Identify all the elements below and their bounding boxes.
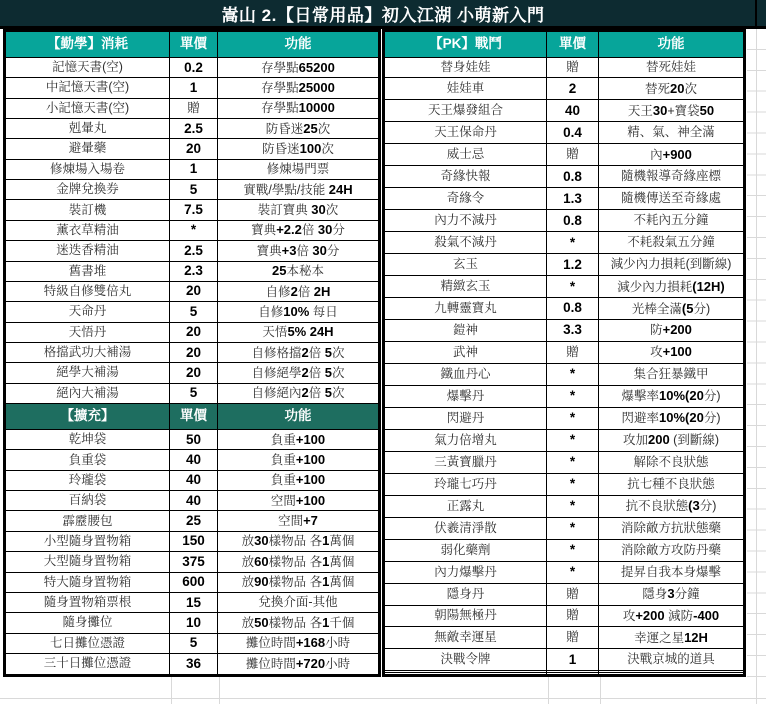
function-cell: 實戰/學點/技能 24H: [218, 180, 380, 200]
section-title: 【PK】戰鬥: [384, 31, 547, 58]
price-cell: [547, 672, 599, 675]
function-cell: 隨機傳送至奇緣處: [599, 188, 745, 210]
table-row: [384, 407, 745, 429]
price-cell: *: [547, 385, 599, 407]
function-cell: 自修10% 每日: [218, 302, 380, 322]
price-cell: *: [547, 561, 599, 583]
price-cell: 7.5: [170, 200, 218, 220]
table-row: [5, 98, 380, 118]
item-name-cell: 三十日攤位憑證: [5, 654, 170, 676]
table-row: [384, 605, 745, 627]
function-cell: 寶典+3倍 30分: [218, 241, 380, 261]
table-row: [5, 430, 380, 450]
table-row: [384, 122, 745, 144]
item-name-cell: 中記憶天書(空): [5, 78, 170, 98]
table-row: [384, 276, 745, 298]
function-header: 功能: [218, 404, 380, 430]
item-name-cell: 武神: [384, 342, 547, 364]
item-name-cell: 隱身丹: [384, 583, 547, 605]
item-name-cell: 百納袋: [5, 491, 170, 511]
function-cell: 閃避率10%(20分): [599, 407, 745, 429]
function-cell: 消除敵方抗狀態藥: [599, 517, 745, 539]
function-cell: 防昏迷100次: [218, 139, 380, 159]
price-cell: 2.3: [170, 261, 218, 281]
price-cell: 贈: [547, 58, 599, 78]
item-name-cell: 霹靂腰包: [5, 511, 170, 531]
function-cell: 空間+100: [218, 491, 380, 511]
price-cell: 2.5: [170, 119, 218, 139]
table-row: [5, 281, 380, 301]
price-cell: 20: [170, 322, 218, 342]
table-row: [384, 473, 745, 495]
function-cell: 集合狂暴鐵甲: [599, 363, 745, 385]
function-cell: 消除敵方攻防丹藥: [599, 539, 745, 561]
price-cell: *: [547, 451, 599, 473]
price-cell: 15: [170, 592, 218, 612]
function-cell: 抗不良狀態(3分): [599, 495, 745, 517]
table-row: [5, 633, 380, 653]
item-name-cell: 天悟丹: [5, 322, 170, 342]
price-cell: 40: [170, 450, 218, 470]
table-row: [384, 232, 745, 254]
item-name-cell: 小記憶天書(空): [5, 98, 170, 118]
price-cell: 36: [170, 654, 218, 676]
item-name-cell: 殺氣不減丹: [384, 232, 547, 254]
function-cell: 空間+7: [218, 511, 380, 531]
price-cell: *: [547, 473, 599, 495]
function-cell: 25本秘本: [218, 261, 380, 281]
item-name-cell: 記憶天書(空): [5, 58, 170, 78]
function-cell: 天王30+寶袋50: [599, 100, 745, 122]
price-cell: 0.8: [547, 166, 599, 188]
function-cell: 減少內力損耗(12H): [599, 276, 745, 298]
function-header: 功能: [599, 31, 745, 58]
function-cell: 不耗內五分鐘: [599, 210, 745, 232]
price-cell: 600: [170, 572, 218, 592]
price-cell: 5: [170, 633, 218, 653]
function-cell: 防昏迷25次: [218, 119, 380, 139]
function-cell: 兌換介面-其他: [218, 592, 380, 612]
table-row: [5, 180, 380, 200]
item-name-cell: 負重袋: [5, 450, 170, 470]
table-row: [384, 495, 745, 517]
table-row: [5, 450, 380, 470]
price-cell: 贈: [547, 144, 599, 166]
table-row: [384, 627, 745, 649]
price-header: 單價: [170, 31, 218, 58]
function-cell: 不耗殺氣五分鐘: [599, 232, 745, 254]
function-cell: 天悟5% 24H: [218, 322, 380, 342]
table-row: [384, 166, 745, 188]
item-name-cell: 九轉靈寶丸: [384, 298, 547, 320]
price-cell: 1: [170, 159, 218, 179]
price-cell: 375: [170, 552, 218, 572]
function-cell: 精、氣、神全滿: [599, 122, 745, 144]
table-row: [5, 78, 380, 98]
price-cell: 3.3: [547, 320, 599, 342]
function-cell: 攻+100: [599, 342, 745, 364]
item-name-cell: 七日攤位憑證: [5, 633, 170, 653]
item-name-cell: 絕學大補湯: [5, 363, 170, 383]
price-cell: 0.4: [547, 122, 599, 144]
price-cell: 0.8: [547, 210, 599, 232]
function-cell: 放60樣物品 各1萬個: [218, 552, 380, 572]
item-name-cell: 精緻玄玉: [384, 276, 547, 298]
item-name-cell: 避暈藥: [5, 139, 170, 159]
price-cell: 25: [170, 511, 218, 531]
table-row: [5, 592, 380, 612]
price-cell: 50: [170, 430, 218, 450]
item-name-cell: [384, 672, 547, 675]
price-cell: *: [547, 517, 599, 539]
item-name-cell: 氣力倍增丸: [384, 429, 547, 451]
pk-battle-table: [382, 29, 746, 677]
function-cell: 減少內力損耗(到斷線): [599, 254, 745, 276]
table-row: [384, 517, 745, 539]
table-row: [384, 539, 745, 561]
item-name-cell: 弱化藥劑: [384, 539, 547, 561]
item-name-cell: 特大隨身置物箱: [5, 572, 170, 592]
item-name-cell: 無敵幸運星: [384, 627, 547, 649]
item-name-cell: 鐵血丹心: [384, 363, 547, 385]
item-name-cell: 伏羲清淨散: [384, 517, 547, 539]
function-cell: 裝訂寶典 30次: [218, 200, 380, 220]
item-name-cell: 剋暈丸: [5, 119, 170, 139]
item-name-cell: 乾坤袋: [5, 430, 170, 450]
function-cell: 替死20次: [599, 78, 745, 100]
price-cell: 贈: [547, 342, 599, 364]
table-row: [384, 342, 745, 364]
function-cell: 放30樣物品 各1萬個: [218, 531, 380, 551]
gridline: [600, 677, 601, 704]
item-name-cell: 閃避丹: [384, 407, 547, 429]
function-cell: [599, 672, 745, 675]
function-cell: 攻加200 (到斷線): [599, 429, 745, 451]
table-row: [5, 342, 380, 362]
function-cell: 提昇自我本身爆擊: [599, 561, 745, 583]
price-cell: 150: [170, 531, 218, 551]
table-row: [5, 613, 380, 633]
section-header-row: [5, 31, 380, 58]
function-cell: 攤位時間+168小時: [218, 633, 380, 653]
price-cell: 1.2: [547, 254, 599, 276]
function-cell: 內+900: [599, 144, 745, 166]
item-name-cell: 玲瓏七巧丹: [384, 473, 547, 495]
function-cell: 負重+100: [218, 470, 380, 490]
function-cell: 存學點65200: [218, 58, 380, 78]
function-cell: 放90樣物品 各1萬個: [218, 572, 380, 592]
item-name-cell: 天命丹: [5, 302, 170, 322]
function-cell: 攤位時間+720小時: [218, 654, 380, 676]
item-name-cell: 修煉場入場卷: [5, 159, 170, 179]
table-row: [384, 144, 745, 166]
table-row: [384, 298, 745, 320]
function-cell: 自修絕學2倍 5次: [218, 363, 380, 383]
item-name-cell: 小型隨身置物箱: [5, 531, 170, 551]
function-cell: 決戰京城的道具: [599, 649, 745, 671]
titlebar-cell-divider: [755, 0, 757, 26]
table-row: [5, 241, 380, 261]
table-row: [384, 100, 745, 122]
section-title: 【擴充】: [5, 404, 170, 430]
price-cell: 20: [170, 281, 218, 301]
price-cell: 5: [170, 180, 218, 200]
table-row: [5, 261, 380, 281]
item-name-cell: 朝陽無極丹: [384, 605, 547, 627]
price-cell: 5: [170, 383, 218, 403]
price-cell: *: [547, 276, 599, 298]
gridline: [171, 677, 172, 704]
price-cell: 贈: [170, 98, 218, 118]
price-cell: 20: [170, 363, 218, 383]
item-name-cell: 絕內大補湯: [5, 383, 170, 403]
table-row: [5, 200, 380, 220]
price-cell: *: [547, 539, 599, 561]
item-name-cell: 玲瓏袋: [5, 470, 170, 490]
table-row: [5, 58, 380, 78]
item-name-cell: 金牌兌換券: [5, 180, 170, 200]
price-cell: 20: [170, 342, 218, 362]
item-name-cell: 爆擊丹: [384, 385, 547, 407]
table-row: [384, 583, 745, 605]
table-row: [5, 572, 380, 592]
table-row: [5, 531, 380, 551]
function-cell: 隱身3分鐘: [599, 583, 745, 605]
table-row: [384, 188, 745, 210]
price-cell: *: [547, 495, 599, 517]
item-name-cell: 鎧神: [384, 320, 547, 342]
price-cell: 20: [170, 139, 218, 159]
table-row: [5, 654, 380, 676]
price-cell: *: [170, 220, 218, 240]
price-cell: 贈: [547, 583, 599, 605]
item-name-cell: 天王爆發組合: [384, 100, 547, 122]
item-name-cell: 裝訂機: [5, 200, 170, 220]
table-row: [384, 429, 745, 451]
function-cell: 攻+200 減防-400: [599, 605, 745, 627]
price-cell: 10: [170, 613, 218, 633]
item-name-cell: 三黃寶臘丹: [384, 451, 547, 473]
item-name-cell: 隨身攤位: [5, 613, 170, 633]
function-cell: 解除不良狀態: [599, 451, 745, 473]
item-name-cell: 奇緣快報: [384, 166, 547, 188]
function-cell: 幸運之星12H: [599, 627, 745, 649]
function-cell: 負重+100: [218, 450, 380, 470]
gridline: [548, 677, 549, 704]
function-cell: 自修絕內2倍 5次: [218, 383, 380, 403]
function-cell: 修煉場門票: [218, 159, 380, 179]
table-row: [5, 470, 380, 490]
table-row: [384, 210, 745, 232]
function-cell: 負重+100: [218, 430, 380, 450]
table-row: [5, 139, 380, 159]
item-name-cell: 薰衣草精油: [5, 220, 170, 240]
page-title: 嵩山 2.【日常用品】初入江湖 小萌新入門: [221, 5, 545, 25]
function-cell: 光棒全滿(5分): [599, 298, 745, 320]
price-cell: *: [547, 429, 599, 451]
price-header: 單價: [547, 31, 599, 58]
item-name-cell: 奇緣令: [384, 188, 547, 210]
price-cell: 0.2: [170, 58, 218, 78]
table-row: [5, 552, 380, 572]
item-name-cell: 娃娃車: [384, 78, 547, 100]
price-cell: 贈: [547, 605, 599, 627]
function-cell: 防+200: [599, 320, 745, 342]
table-row: [384, 78, 745, 100]
function-cell: 自修2倍 2H: [218, 281, 380, 301]
table-row: [384, 672, 745, 675]
function-cell: 爆擊率10%(20分): [599, 385, 745, 407]
item-name-cell: 替身娃娃: [384, 58, 547, 78]
price-cell: 40: [547, 100, 599, 122]
table-row: [5, 302, 380, 322]
table-row: [384, 363, 745, 385]
item-name-cell: 迷迭香精油: [5, 241, 170, 261]
item-name-cell: 正露丸: [384, 495, 547, 517]
right-table: [382, 29, 746, 677]
gridline: [756, 29, 757, 704]
item-name-cell: 內力不減丹: [384, 210, 547, 232]
price-cell: 40: [170, 491, 218, 511]
gridline: [219, 677, 220, 704]
table-row: [384, 254, 745, 276]
function-cell: 存學點25000: [218, 78, 380, 98]
price-cell: 0.8: [547, 298, 599, 320]
item-name-cell: 特級自修雙倍丸: [5, 281, 170, 301]
table-row: [5, 119, 380, 139]
function-cell: 抗七種不良狀態: [599, 473, 745, 495]
table-row: [384, 451, 745, 473]
function-cell: 隨機報導奇緣座標: [599, 166, 745, 188]
table-row: [384, 58, 745, 78]
price-cell: *: [547, 363, 599, 385]
price-cell: 1.3: [547, 188, 599, 210]
price-header: 單價: [170, 404, 218, 430]
table-row: [384, 561, 745, 583]
table-row: [5, 159, 380, 179]
table-row: [5, 511, 380, 531]
item-name-cell: 大型隨身置物箱: [5, 552, 170, 572]
table-row: [5, 491, 380, 511]
consumables-expansion-table: [3, 29, 381, 677]
price-cell: 1: [547, 649, 599, 671]
item-name-cell: 決戰令牌: [384, 649, 547, 671]
item-name-cell: 格擋武功大補湯: [5, 342, 170, 362]
left-table: [3, 29, 381, 677]
table-row: [5, 383, 380, 403]
item-name-cell: 玄玉: [384, 254, 547, 276]
section-header-row: [384, 31, 745, 58]
price-cell: 2.5: [170, 241, 218, 261]
function-header: 功能: [218, 31, 380, 58]
item-name-cell: 威士忌: [384, 144, 547, 166]
price-cell: 5: [170, 302, 218, 322]
item-name-cell: 天王保命丹: [384, 122, 547, 144]
table-row: [384, 385, 745, 407]
function-cell: 放50樣物品 各1千個: [218, 613, 380, 633]
function-cell: 替死娃娃: [599, 58, 745, 78]
table-row: [384, 649, 745, 671]
table-row: [5, 220, 380, 240]
price-cell: 2: [547, 78, 599, 100]
item-name-cell: 隨身置物箱票根: [5, 592, 170, 612]
price-cell: 贈: [547, 627, 599, 649]
section-title: 【勤學】消耗: [5, 31, 170, 58]
price-cell: *: [547, 407, 599, 429]
item-name-cell: 內力爆擊丹: [384, 561, 547, 583]
section-header-row: [5, 404, 380, 430]
table-row: [5, 363, 380, 383]
price-cell: 1: [170, 78, 218, 98]
gridline: [0, 698, 766, 699]
table-row: [5, 322, 380, 342]
item-name-cell: 舊書堆: [5, 261, 170, 281]
price-cell: *: [547, 232, 599, 254]
table-row: [384, 320, 745, 342]
function-cell: 寶典+2.2倍 30分: [218, 220, 380, 240]
function-cell: 存學點10000: [218, 98, 380, 118]
price-cell: 40: [170, 470, 218, 490]
title-bar: [0, 0, 766, 29]
function-cell: 自修格擋2倍 5次: [218, 342, 380, 362]
